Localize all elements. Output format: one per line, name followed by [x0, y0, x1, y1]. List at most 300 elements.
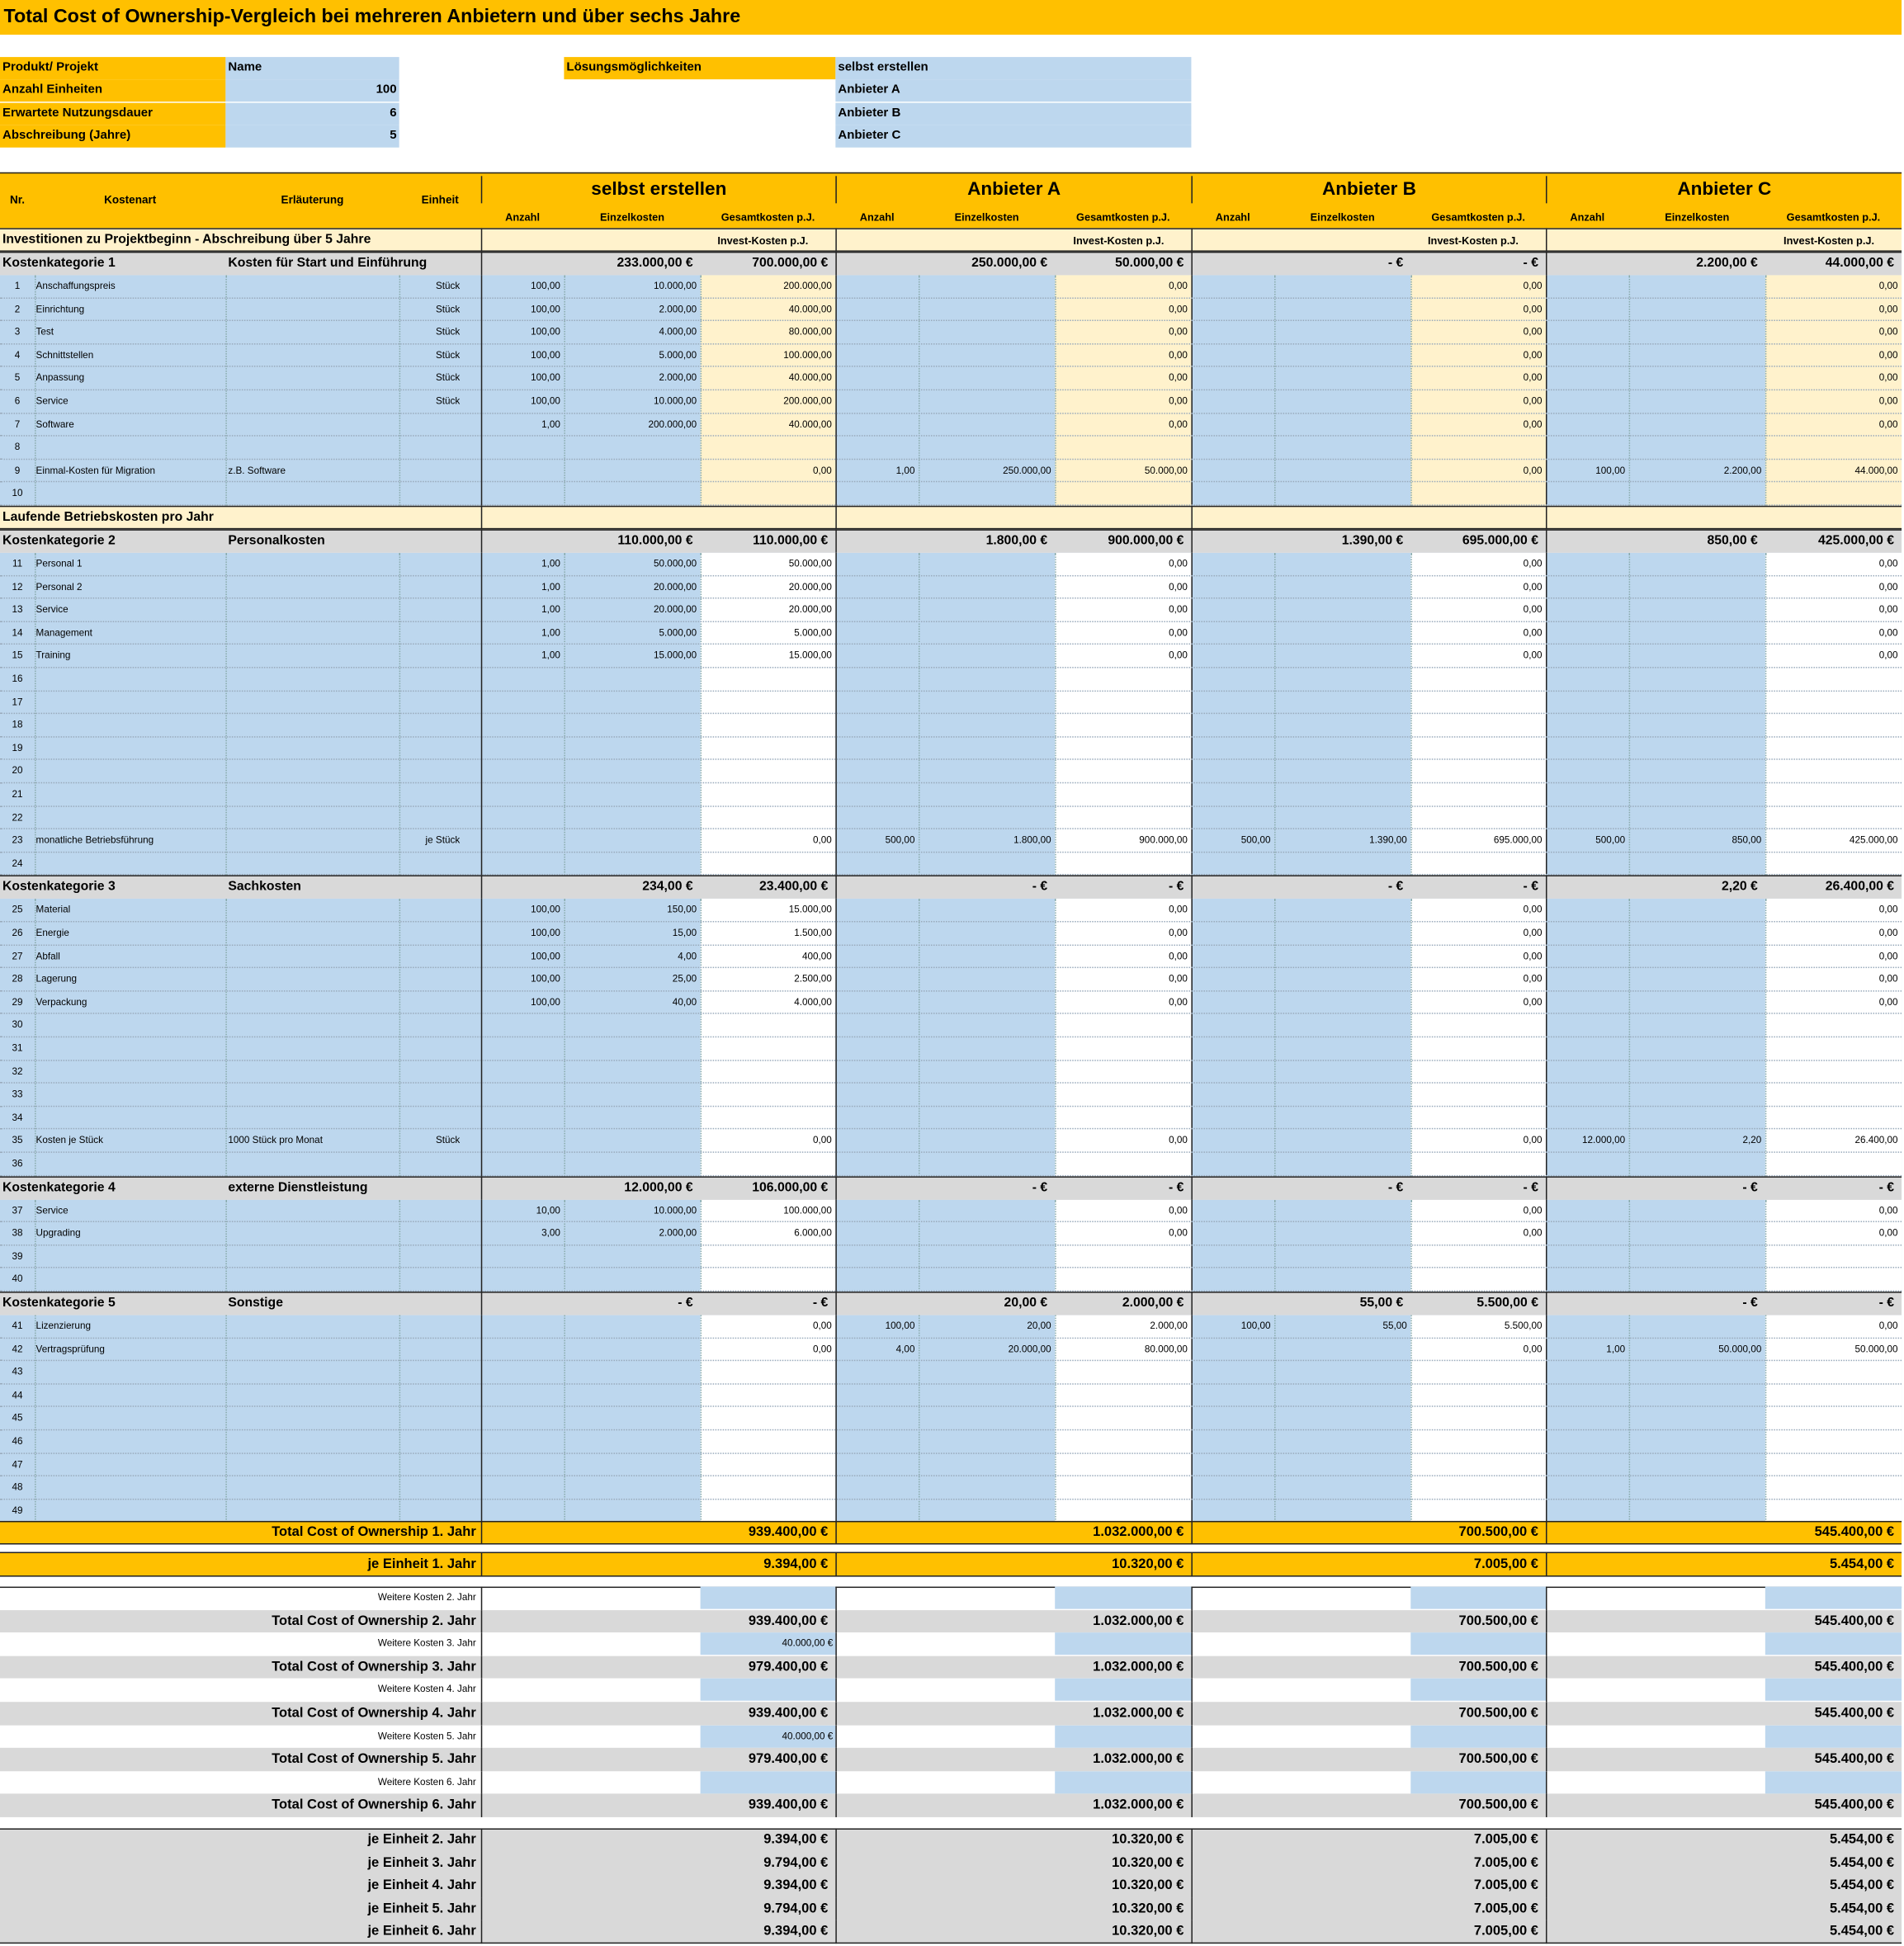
row-einzelkosten[interactable]: 25,00 — [672, 973, 697, 985]
solutions-label: Lösungsmöglichkeiten — [564, 57, 835, 79]
info-value-lifetime[interactable]: 6 — [225, 103, 399, 125]
provider-divider — [1546, 1679, 1547, 1703]
row-einzelkosten[interactable]: 15.000,00 — [654, 649, 697, 662]
further-costs-input[interactable] — [1410, 1587, 1546, 1609]
row-kostenart[interactable]: Einrichtung — [35, 303, 85, 314]
row-gesamtkosten: 0,00 — [1878, 1204, 1898, 1216]
further-costs-input[interactable] — [1055, 1632, 1191, 1655]
row-einzelkosten[interactable]: 4,00 — [678, 950, 697, 961]
row-einzelkosten[interactable]: 850,00 — [1732, 834, 1762, 846]
further-costs-label: Weitere Kosten 2. Jahr — [377, 1591, 476, 1604]
row-anzahl[interactable]: 12.000,00 — [1582, 1134, 1626, 1146]
row-number: 25 — [12, 904, 23, 916]
row-anzahl[interactable]: 100,00 — [531, 904, 560, 916]
table-row — [0, 298, 1902, 321]
total-year-value: 700.500,00 € — [1458, 1751, 1538, 1767]
provider-divider — [1191, 1851, 1193, 1874]
row-anzahl[interactable]: 100,00 — [531, 927, 560, 938]
row-gesamtkosten: 0,00 — [1523, 1134, 1543, 1146]
row-kostenart[interactable]: Personal 2 — [35, 580, 83, 593]
table-row — [0, 968, 1902, 991]
row-kostenart[interactable]: Kosten je Stück — [35, 1134, 103, 1146]
row-anzahl[interactable]: 10,00 — [536, 1204, 560, 1216]
table-row — [0, 1361, 1902, 1384]
row-einheit[interactable]: Stück — [435, 372, 461, 384]
row-einzelkosten[interactable]: 2.000,00 — [659, 1227, 697, 1239]
row-einzelkosten[interactable]: 2,20 — [1742, 1134, 1762, 1146]
total-year-value: 979.400,00 € — [748, 1659, 829, 1674]
category-unit-sum: 2.200,00 € — [1696, 255, 1758, 271]
row-einzelkosten[interactable]: 10.000,00 — [654, 1204, 697, 1216]
row-einheit[interactable]: Stück — [435, 280, 461, 291]
further-costs-label: Weitere Kosten 4. Jahr — [377, 1684, 476, 1695]
header-anzahl: Anzahl — [1570, 210, 1605, 224]
table-row — [0, 1315, 1902, 1339]
row-kostenart[interactable]: Verpackung — [35, 996, 87, 1008]
row-einzelkosten[interactable]: 20.000,00 — [1008, 1343, 1051, 1355]
row-kostenart[interactable]: Lagerung — [35, 973, 78, 985]
row-number: 31 — [12, 1042, 23, 1054]
row-number: 30 — [12, 1019, 23, 1031]
per-unit-value: 5.454,00 € — [1829, 1878, 1895, 1893]
table-row — [0, 599, 1902, 622]
header-invest: Invest-Kosten p.J. — [717, 234, 809, 247]
total-year-value: 1.032.000,00 € — [1093, 1705, 1184, 1721]
info-value-units[interactable]: 100 — [225, 79, 399, 102]
row-number: 37 — [12, 1204, 23, 1216]
provider-divider — [1191, 1176, 1193, 1200]
row-kostenart[interactable]: Anpassung — [35, 372, 85, 384]
category-total-sum: 106.000,00 € — [752, 1179, 829, 1195]
provider-divider — [481, 252, 483, 276]
row-anzahl[interactable]: 1,00 — [541, 626, 560, 639]
unit-year1-value: 7.005,00 € — [1473, 1556, 1538, 1572]
table-row — [0, 1453, 1902, 1476]
header-invest: Invest-Kosten p.J. — [1073, 234, 1165, 247]
row-gesamtkosten: 0,00 — [1523, 927, 1543, 938]
further-costs-input[interactable] — [1765, 1632, 1902, 1655]
row-einzelkosten[interactable]: 10.000,00 — [654, 280, 697, 291]
row-einzelkosten[interactable]: 2.200,00 — [1723, 464, 1762, 476]
row-anzahl[interactable]: 100,00 — [1240, 1320, 1271, 1332]
row-kostenart[interactable]: Energie — [35, 927, 69, 938]
row-einzelkosten[interactable]: 20,00 — [1027, 1320, 1051, 1332]
row-einheit[interactable]: Stück — [435, 395, 461, 407]
per-unit-value: 5.454,00 € — [1829, 1831, 1895, 1847]
per-unit-label: je Einheit 5. Jahr — [367, 1901, 476, 1916]
further-costs-input[interactable] — [1765, 1725, 1902, 1747]
table-row — [0, 1245, 1902, 1268]
row-einheit[interactable]: Stück — [435, 303, 461, 314]
provider-divider — [835, 1725, 837, 1749]
table-row — [0, 1060, 1902, 1084]
row-kostenart[interactable]: Vertragsprüfung — [35, 1343, 105, 1355]
header-einheit: Einheit — [421, 193, 459, 206]
row-einzelkosten[interactable]: 20.000,00 — [654, 603, 697, 616]
further-costs-input[interactable] — [1765, 1679, 1902, 1701]
table-row — [0, 760, 1902, 783]
provider-divider — [1546, 1552, 1547, 1577]
per-unit-value: 9.794,00 € — [763, 1901, 829, 1916]
row-einheit[interactable]: Stück — [435, 349, 461, 361]
provider-divider — [835, 529, 837, 553]
row-gesamtkosten: 6.000,00 — [794, 1227, 832, 1239]
row-kostenart[interactable]: Management — [35, 626, 92, 639]
provider-divider — [481, 1656, 483, 1679]
section-divider — [1546, 506, 1547, 530]
row-anzahl[interactable]: 100,00 — [531, 973, 560, 985]
further-costs-input[interactable]: 40.000,00 € — [701, 1632, 836, 1655]
category-unit-sum: 1.800,00 € — [985, 532, 1048, 548]
further-costs-input[interactable]: 40.000,00 € — [701, 1725, 836, 1747]
provider-divider — [1546, 1521, 1547, 1545]
table-row — [0, 783, 1902, 806]
row-anzahl[interactable]: 4,00 — [895, 1343, 915, 1355]
row-einzelkosten[interactable]: 250.000,00 — [1003, 464, 1051, 476]
row-number: 4 — [14, 349, 21, 361]
category-unit-sum: 233.000,00 € — [617, 255, 693, 271]
provider-divider — [1546, 876, 1547, 900]
row-einzelkosten[interactable]: 2.000,00 — [659, 372, 697, 384]
row-gesamtkosten: 0,00 — [1878, 626, 1898, 639]
provider-divider — [1191, 1920, 1193, 1944]
table-row — [0, 1014, 1902, 1037]
row-number: 21 — [12, 788, 23, 800]
row-anzahl[interactable]: 100,00 — [531, 280, 560, 291]
total-year-label: Total Cost of Ownership 5. Jahr — [272, 1751, 476, 1767]
row-kostenart[interactable]: Service — [35, 1204, 69, 1216]
row-einzelkosten[interactable]: 1.800,00 — [1013, 834, 1051, 846]
row-number: 29 — [12, 996, 23, 1008]
category-unit-sum: - € — [1387, 255, 1404, 271]
per-unit-value: 10.320,00 € — [1112, 1854, 1184, 1870]
category-title: Kostenkategorie 2 — [2, 532, 116, 548]
row-einzelkosten[interactable]: 5.000,00 — [659, 349, 697, 361]
table-row — [0, 1084, 1902, 1107]
provider-divider — [481, 1679, 483, 1703]
row-kostenart[interactable]: Material — [35, 904, 71, 916]
table-row — [0, 1430, 1902, 1453]
row-number: 40 — [12, 1273, 23, 1285]
provider-divider — [1546, 1702, 1547, 1725]
category-unit-sum: 12.000,00 € — [624, 1179, 693, 1195]
row-einzelkosten[interactable]: 50.000,00 — [654, 557, 697, 569]
category-total-sum: 23.400,00 € — [759, 879, 829, 895]
total-year-label: Total Cost of Ownership 4. Jahr — [272, 1705, 476, 1721]
row-kostenart[interactable]: Personal 1 — [35, 557, 83, 569]
further-costs-input[interactable] — [1055, 1679, 1191, 1701]
provider-divider — [1191, 1521, 1193, 1545]
row-kostenart[interactable]: Software — [35, 418, 74, 430]
category-unit-sum: - € — [1032, 1179, 1048, 1195]
row-kostenart[interactable]: Lizenzierung — [35, 1320, 91, 1332]
provider-divider — [481, 1794, 483, 1817]
total-year-label: Total Cost of Ownership 2. Jahr — [272, 1613, 476, 1629]
further-costs-input[interactable] — [701, 1587, 836, 1609]
row-anzahl[interactable]: 1,00 — [541, 580, 560, 593]
info-value-depreciation[interactable]: 5 — [225, 125, 399, 148]
row-einzelkosten[interactable]: 1.390,00 — [1369, 834, 1407, 846]
provider-divider — [1191, 1632, 1193, 1656]
row-gesamtkosten: 0,00 — [813, 1343, 832, 1355]
further-costs-input[interactable] — [1055, 1771, 1191, 1793]
row-kostenart[interactable]: Einmal-Kosten für Migration — [35, 464, 156, 476]
solution-item[interactable]: Anbieter A — [835, 79, 1191, 102]
row-anzahl[interactable]: 1,00 — [541, 649, 560, 662]
row-gesamtkosten: 0,00 — [1169, 1227, 1188, 1239]
provider-divider — [835, 1702, 837, 1725]
provider-divider — [1191, 529, 1193, 553]
further-costs-input[interactable] — [701, 1679, 836, 1701]
table-row — [0, 1339, 1902, 1362]
row-anzahl[interactable]: 100,00 — [531, 395, 560, 407]
row-kostenart[interactable]: Service — [35, 603, 69, 616]
row-erlaeuterung[interactable]: z.B. Software — [228, 464, 286, 476]
provider-divider — [835, 252, 837, 276]
row-number: 12 — [12, 580, 23, 593]
per-unit-value: 7.005,00 € — [1473, 1831, 1538, 1847]
row-anzahl[interactable]: 3,00 — [541, 1227, 560, 1239]
row-number: 24 — [12, 857, 23, 869]
row-einheit[interactable]: je Stück — [425, 834, 461, 846]
row-einzelkosten[interactable]: 150,00 — [667, 904, 697, 916]
category-unit-sum: 1.390,00 € — [1341, 532, 1404, 548]
header-invest: Invest-Kosten p.J. — [1427, 234, 1519, 247]
unit-year1-value: 10.320,00 € — [1112, 1556, 1184, 1572]
provider-divider — [1546, 529, 1547, 553]
row-number: 11 — [12, 557, 23, 569]
row-anzahl[interactable]: 1,00 — [895, 464, 915, 476]
row-kostenart[interactable]: Service — [35, 395, 69, 407]
total-year-value: 1.032.000,00 € — [1093, 1659, 1184, 1674]
row-anzahl[interactable]: 1,00 — [541, 557, 560, 569]
row-gesamtkosten: 0,00 — [1169, 1134, 1188, 1146]
category-unit-sum: - € — [1742, 1295, 1758, 1311]
row-gesamtkosten: 0,00 — [1169, 326, 1188, 338]
row-einzelkosten[interactable]: 5.000,00 — [659, 626, 697, 639]
row-kostenart[interactable]: Schnittstellen — [35, 349, 94, 361]
row-anzahl[interactable]: 500,00 — [1595, 834, 1626, 846]
row-gesamtkosten: 0,00 — [1523, 349, 1543, 361]
row-anzahl[interactable]: 1,00 — [541, 418, 560, 430]
row-gesamtkosten: 0,00 — [1878, 349, 1898, 361]
row-gesamtkosten: 0,00 — [1878, 580, 1898, 593]
row-einheit[interactable]: Stück — [435, 1134, 461, 1146]
provider-divider — [481, 1851, 483, 1874]
row-gesamtkosten: 0,00 — [1169, 626, 1188, 639]
row-anzahl[interactable]: 500,00 — [1240, 834, 1271, 846]
row-gesamtkosten: 0,00 — [1523, 372, 1543, 384]
category-total-sum: 900.000,00 € — [1108, 532, 1184, 548]
row-anzahl[interactable]: 100,00 — [1595, 464, 1626, 476]
row-gesamtkosten: 50.000,00 — [1144, 464, 1188, 476]
provider-divider — [481, 1725, 483, 1749]
further-costs-input[interactable] — [1410, 1771, 1546, 1793]
row-gesamtkosten: 40.000,00 — [788, 372, 832, 384]
provider-divider — [1546, 1632, 1547, 1656]
per-unit-value: 10.320,00 € — [1112, 1901, 1184, 1916]
row-einzelkosten[interactable]: 50.000,00 — [1718, 1343, 1762, 1355]
table-row — [0, 1107, 1902, 1130]
row-gesamtkosten: 0,00 — [1523, 464, 1543, 476]
row-einzelkosten[interactable]: 40,00 — [672, 996, 697, 1008]
category-unit-sum: - € — [1742, 1179, 1758, 1195]
provider-divider — [481, 1748, 483, 1771]
unit-year1-label: je Einheit 1. Jahr — [367, 1556, 476, 1572]
total-year-label: Total Cost of Ownership 3. Jahr — [272, 1659, 476, 1674]
row-kostenart[interactable]: Training — [35, 649, 71, 662]
per-unit-label: je Einheit 4. Jahr — [367, 1878, 476, 1893]
category-total-sum: 695.000,00 € — [1462, 532, 1538, 548]
row-gesamtkosten: 50.000,00 — [1854, 1343, 1898, 1355]
total-year1-value: 939.400,00 € — [748, 1524, 829, 1540]
table-row — [0, 945, 1902, 968]
row-gesamtkosten: 0,00 — [1878, 649, 1898, 662]
header-invest: Invest-Kosten p.J. — [1784, 234, 1875, 247]
item-rows-block — [0, 900, 1902, 1176]
header-gesamtkosten: Gesamtkosten p.J. — [1786, 210, 1881, 224]
category-unit-sum: 850,00 € — [1707, 532, 1758, 548]
provider-divider — [481, 1632, 483, 1656]
row-anzahl[interactable]: 1,00 — [1606, 1343, 1626, 1355]
table-row — [0, 553, 1902, 576]
category-total-sum: 700.000,00 € — [752, 255, 829, 271]
row-gesamtkosten: 0,00 — [1169, 557, 1188, 569]
provider-divider — [835, 1771, 837, 1795]
further-costs-input[interactable] — [1055, 1725, 1191, 1747]
provider-divider — [1546, 1609, 1547, 1632]
row-einzelkosten[interactable]: 4.000,00 — [659, 326, 697, 338]
row-number: 6 — [14, 395, 21, 407]
provider-divider — [1191, 1292, 1193, 1315]
row-einzelkosten[interactable]: 20.000,00 — [654, 580, 697, 593]
provider-divider — [835, 1587, 837, 1611]
further-costs-input[interactable] — [1410, 1679, 1546, 1701]
row-anzahl[interactable]: 100,00 — [885, 1320, 915, 1332]
further-costs-input[interactable] — [1765, 1587, 1902, 1609]
solution-item[interactable]: Anbieter B — [835, 103, 1191, 125]
total-year-value: 545.400,00 € — [1814, 1659, 1895, 1674]
provider-divider — [1546, 1851, 1547, 1874]
category-total-sum: - € — [1878, 1295, 1895, 1311]
info-label-lifetime: Erwartete Nutzungsdauer — [0, 103, 225, 125]
row-einzelkosten[interactable]: 55,00 — [1382, 1320, 1407, 1332]
total-year-value: 939.400,00 € — [748, 1705, 829, 1721]
row-gesamtkosten: 0,00 — [1169, 950, 1188, 961]
further-costs-input[interactable] — [1410, 1632, 1546, 1655]
row-number: 10 — [12, 487, 23, 499]
table-row — [0, 460, 1902, 483]
further-costs-input[interactable] — [701, 1771, 836, 1793]
table-row — [0, 367, 1902, 390]
row-anzahl[interactable]: 500,00 — [885, 834, 915, 846]
row-gesamtkosten: 0,00 — [1169, 280, 1188, 291]
row-number: 45 — [12, 1412, 23, 1424]
row-anzahl[interactable]: 100,00 — [531, 349, 560, 361]
header-anzahl: Anzahl — [859, 210, 895, 224]
row-gesamtkosten: 26.400,00 — [1854, 1134, 1898, 1146]
row-kostenart[interactable]: Anschaffungspreis — [35, 280, 116, 291]
table-row — [0, 1199, 1902, 1222]
row-anzahl[interactable]: 100,00 — [531, 950, 560, 961]
unit-year1-value: 5.454,00 € — [1829, 1556, 1895, 1572]
row-gesamtkosten: 0,00 — [1878, 904, 1898, 916]
info-value-product[interactable]: Name — [225, 57, 399, 79]
row-kostenart[interactable]: monatliche Betriebsführung — [35, 834, 154, 846]
provider-divider — [835, 1679, 837, 1703]
provider-header: Anbieter A — [835, 176, 1191, 203]
row-anzahl[interactable]: 1,00 — [541, 603, 560, 616]
row-kostenart[interactable]: Abfall — [35, 950, 60, 961]
row-gesamtkosten: 80.000,00 — [1144, 1343, 1188, 1355]
row-number: 26 — [12, 927, 23, 938]
provider-divider — [1546, 1828, 1547, 1851]
row-gesamtkosten: 20.000,00 — [788, 580, 832, 593]
table-row — [0, 829, 1902, 853]
row-anzahl[interactable]: 100,00 — [531, 326, 560, 338]
provider-divider — [1546, 1587, 1547, 1611]
row-gesamtkosten: 200.000,00 — [783, 280, 832, 291]
row-einzelkosten[interactable]: 2.000,00 — [659, 303, 697, 314]
total-year-value: 545.400,00 € — [1814, 1797, 1895, 1813]
header-nr: Nr. — [9, 193, 26, 206]
further-costs-input[interactable] — [1765, 1771, 1902, 1793]
row-erlaeuterung[interactable]: 1000 Stück pro Monat — [228, 1134, 323, 1146]
provider-divider — [481, 1552, 483, 1577]
row-number: 16 — [12, 673, 23, 685]
table-row — [0, 645, 1902, 668]
solution-item[interactable]: selbst erstellen — [835, 57, 1191, 79]
section-divider — [1191, 228, 1193, 252]
table-row — [0, 413, 1902, 437]
further-costs-input[interactable] — [1055, 1587, 1191, 1609]
row-anzahl[interactable]: 100,00 — [531, 303, 560, 314]
row-einzelkosten[interactable]: 200.000,00 — [648, 418, 697, 430]
per-unit-label: je Einheit 6. Jahr — [367, 1924, 476, 1939]
row-einzelkosten[interactable]: 15,00 — [672, 927, 697, 938]
category-unit-sum: 20,00 € — [1004, 1295, 1048, 1311]
total-year-value: 545.400,00 € — [1814, 1751, 1895, 1767]
row-anzahl[interactable]: 100,00 — [531, 372, 560, 384]
provider-divider — [1546, 1292, 1547, 1315]
category-total-sum: 425.000,00 € — [1817, 532, 1895, 548]
provider-divider — [1546, 1771, 1547, 1795]
row-einheit[interactable]: Stück — [435, 326, 461, 338]
row-gesamtkosten: 0,00 — [1878, 1227, 1898, 1239]
row-einzelkosten[interactable]: 10.000,00 — [654, 395, 697, 407]
total-year-value: 939.400,00 € — [748, 1613, 829, 1629]
row-gesamtkosten: 20.000,00 — [788, 603, 832, 616]
row-gesamtkosten: 0,00 — [1169, 649, 1188, 662]
row-gesamtkosten: 0,00 — [1878, 326, 1898, 338]
item-rows-block — [0, 553, 1902, 876]
row-number: 22 — [12, 811, 23, 823]
row-number: 34 — [12, 1111, 23, 1123]
table-row — [0, 275, 1902, 298]
row-kostenart[interactable]: Test — [35, 326, 54, 338]
provider-header: Anbieter C — [1546, 176, 1902, 203]
further-costs-label: Weitere Kosten 5. Jahr — [377, 1730, 476, 1741]
row-kostenart[interactable]: Upgrading — [35, 1227, 81, 1239]
row-anzahl[interactable]: 100,00 — [531, 996, 560, 1008]
provider-divider — [1546, 1794, 1547, 1817]
row-gesamtkosten: 0,00 — [1878, 418, 1898, 430]
total-year-value: 939.400,00 € — [748, 1797, 829, 1813]
provider-divider — [835, 1552, 837, 1577]
further-costs-input[interactable] — [1410, 1725, 1546, 1747]
solution-item[interactable]: Anbieter C — [835, 125, 1191, 148]
row-gesamtkosten: 0,00 — [1169, 418, 1188, 430]
